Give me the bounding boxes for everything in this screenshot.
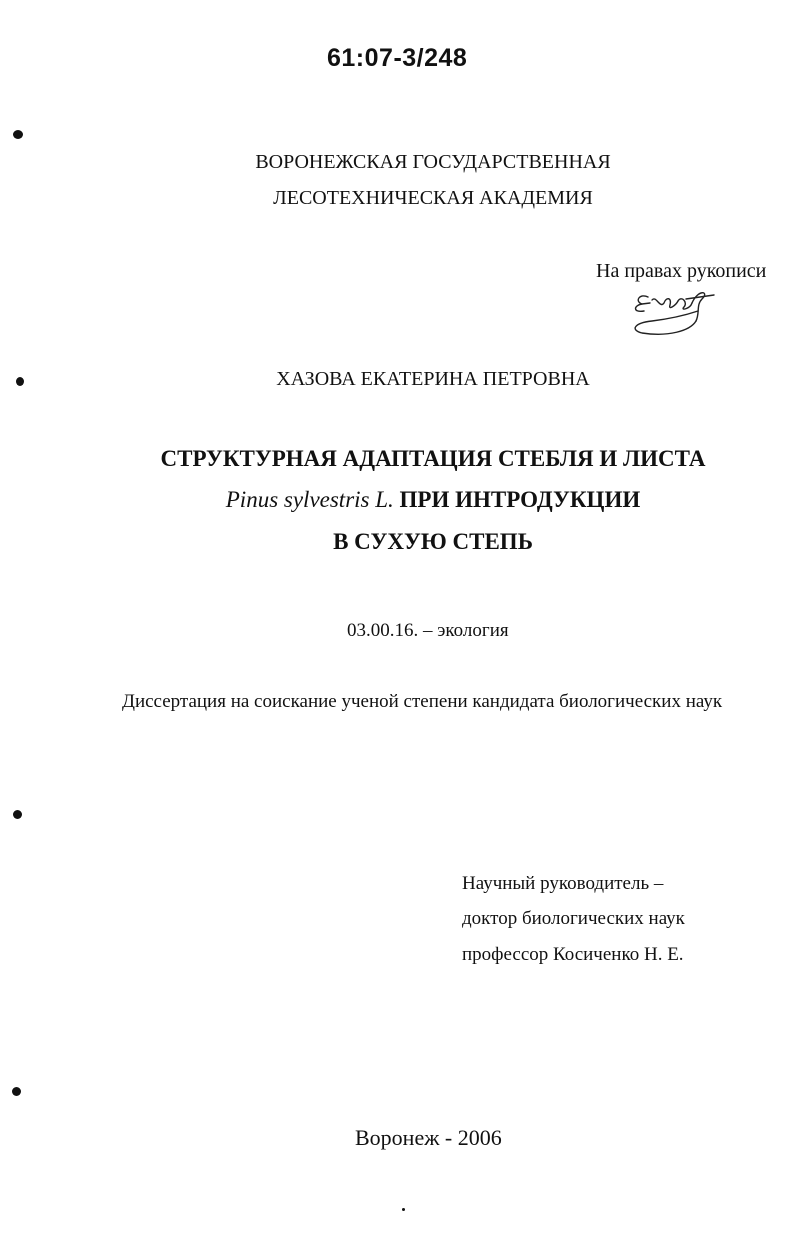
manuscript-rights-note: На правах рукописи [596, 260, 767, 282]
institution-line-2: ЛЕСОТЕХНИЧЕСКАЯ АКАДЕМИЯ [273, 187, 593, 209]
scan-mark [13, 810, 22, 819]
title-line-2-rest: ПРИ ИНТРОДУКЦИИ [399, 487, 641, 512]
advisor-line-3: профессор Косиченко Н. Е. [462, 944, 684, 965]
handwritten-signature [628, 283, 720, 339]
author-name: ХАЗОВА ЕКАТЕРИНА ПЕТРОВНА [276, 368, 590, 390]
catalog-number: 61:07-3/248 [327, 44, 468, 72]
institution-line-1: ВОРОНЕЖСКАЯ ГОСУДАРСТВЕННАЯ [255, 151, 611, 173]
scan-dot [402, 1208, 405, 1211]
scan-mark [16, 377, 24, 386]
advisor-line-2: доктор биологических наук [462, 908, 685, 929]
scan-mark [13, 130, 23, 139]
scan-mark [12, 1087, 21, 1096]
title-line-3: В СУХУЮ СТЕПЬ [333, 529, 533, 554]
city-year: Воронеж - 2006 [355, 1125, 502, 1150]
title-line-2 [0, 487, 799, 513]
degree-statement: Диссертация на соискание ученой степени кандидата биологических наук [122, 691, 723, 712]
specialty-code: 03.00.16. – экология [347, 620, 509, 641]
species-name: Pinus sylvestris L. [225, 487, 394, 512]
advisor-line-1: Научный руководитель – [462, 873, 664, 894]
title-line-1: СТРУКТУРНАЯ АДАПТАЦИЯ СТЕБЛЯ И ЛИСТА [160, 446, 706, 471]
